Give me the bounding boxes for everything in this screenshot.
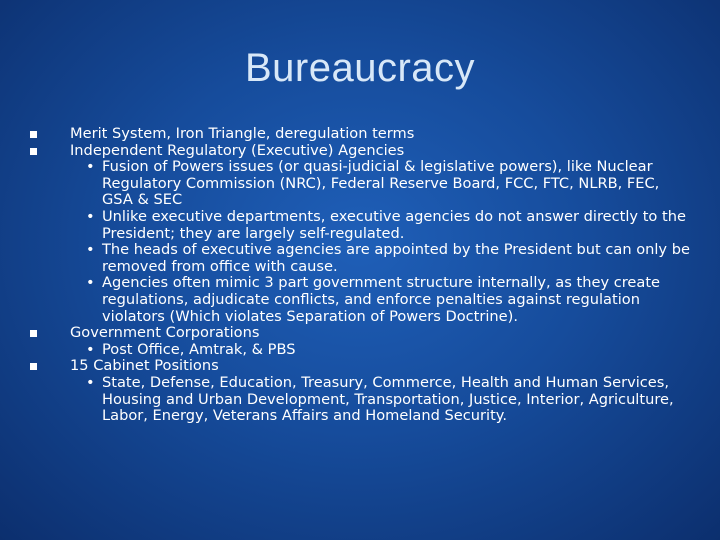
sub-bullet — [70, 159, 690, 209]
sub-bullet-text: State, Defense, Education, Treasury, Commerce, Health and Human Services, Housing and Urban Development, Transportation, Justice, Interior, Agriculture, Labor, Energy, Veterans Affairs and Homeland Security. — [102, 373, 674, 425]
slide-title: Bureaucracy — [244, 46, 476, 90]
bullet-cabinet-positions — [30, 358, 690, 424]
sub-bullet — [70, 209, 690, 242]
sub-bullet — [70, 375, 690, 425]
sub-bullet-list — [70, 375, 690, 425]
sub-bullet — [70, 242, 690, 275]
bullet-text: 15 Cabinet Positions — [70, 357, 219, 375]
sub-bullet-list — [70, 342, 690, 359]
sub-bullet — [70, 275, 690, 325]
sub-bullet-text: Post Office, Amtrak, & PBS — [102, 340, 296, 358]
square-bullet-icon — [30, 131, 37, 138]
slide-content — [30, 126, 690, 425]
sub-bullet — [70, 342, 690, 359]
dot-bullet-icon: • — [86, 158, 95, 176]
sub-bullet-list — [70, 159, 690, 325]
dot-bullet-icon: • — [86, 340, 95, 358]
bullet-government-corporations — [30, 325, 690, 358]
sub-bullet-text: Agencies often mimic 3 part government structure internally, as they create regulations, adjudicate conflicts, and enforce penalties against regulation violators (Which violates Separation of Powers Doctrine). — [102, 274, 661, 325]
bullet-regulatory-agencies — [30, 143, 690, 326]
bullet-text: Government Corporations — [70, 324, 260, 342]
dot-bullet-icon: • — [86, 274, 95, 292]
square-bullet-icon — [30, 148, 37, 155]
bullet-list — [30, 126, 690, 425]
square-bullet-icon — [30, 363, 37, 370]
dot-bullet-icon: • — [86, 241, 95, 259]
bullet-text: Independent Regulatory (Executive) Agencies — [70, 141, 405, 159]
dot-bullet-icon: • — [86, 207, 95, 225]
sub-bullet-text: Fusion of Powers issues (or quasi-judicial & legislative powers), like Nuclear Regulatory Commission (NRC), Federal Reserve Board, FCC, FTC, NLRB, FEC, GSA & SEC — [102, 158, 660, 209]
square-bullet-icon — [30, 330, 37, 337]
bullet-text: Merit System, Iron Triangle, deregulation terms — [70, 125, 415, 142]
dot-bullet-icon: • — [86, 373, 95, 391]
bullet-merit-system — [30, 126, 690, 143]
sub-bullet-text: Unlike executive departments, executive agencies do not answer directly to the President; they are largely self-regulated. — [102, 207, 686, 242]
sub-bullet-text: The heads of executive agencies are appointed by the President but can only be removed from office with cause. — [102, 241, 690, 275]
